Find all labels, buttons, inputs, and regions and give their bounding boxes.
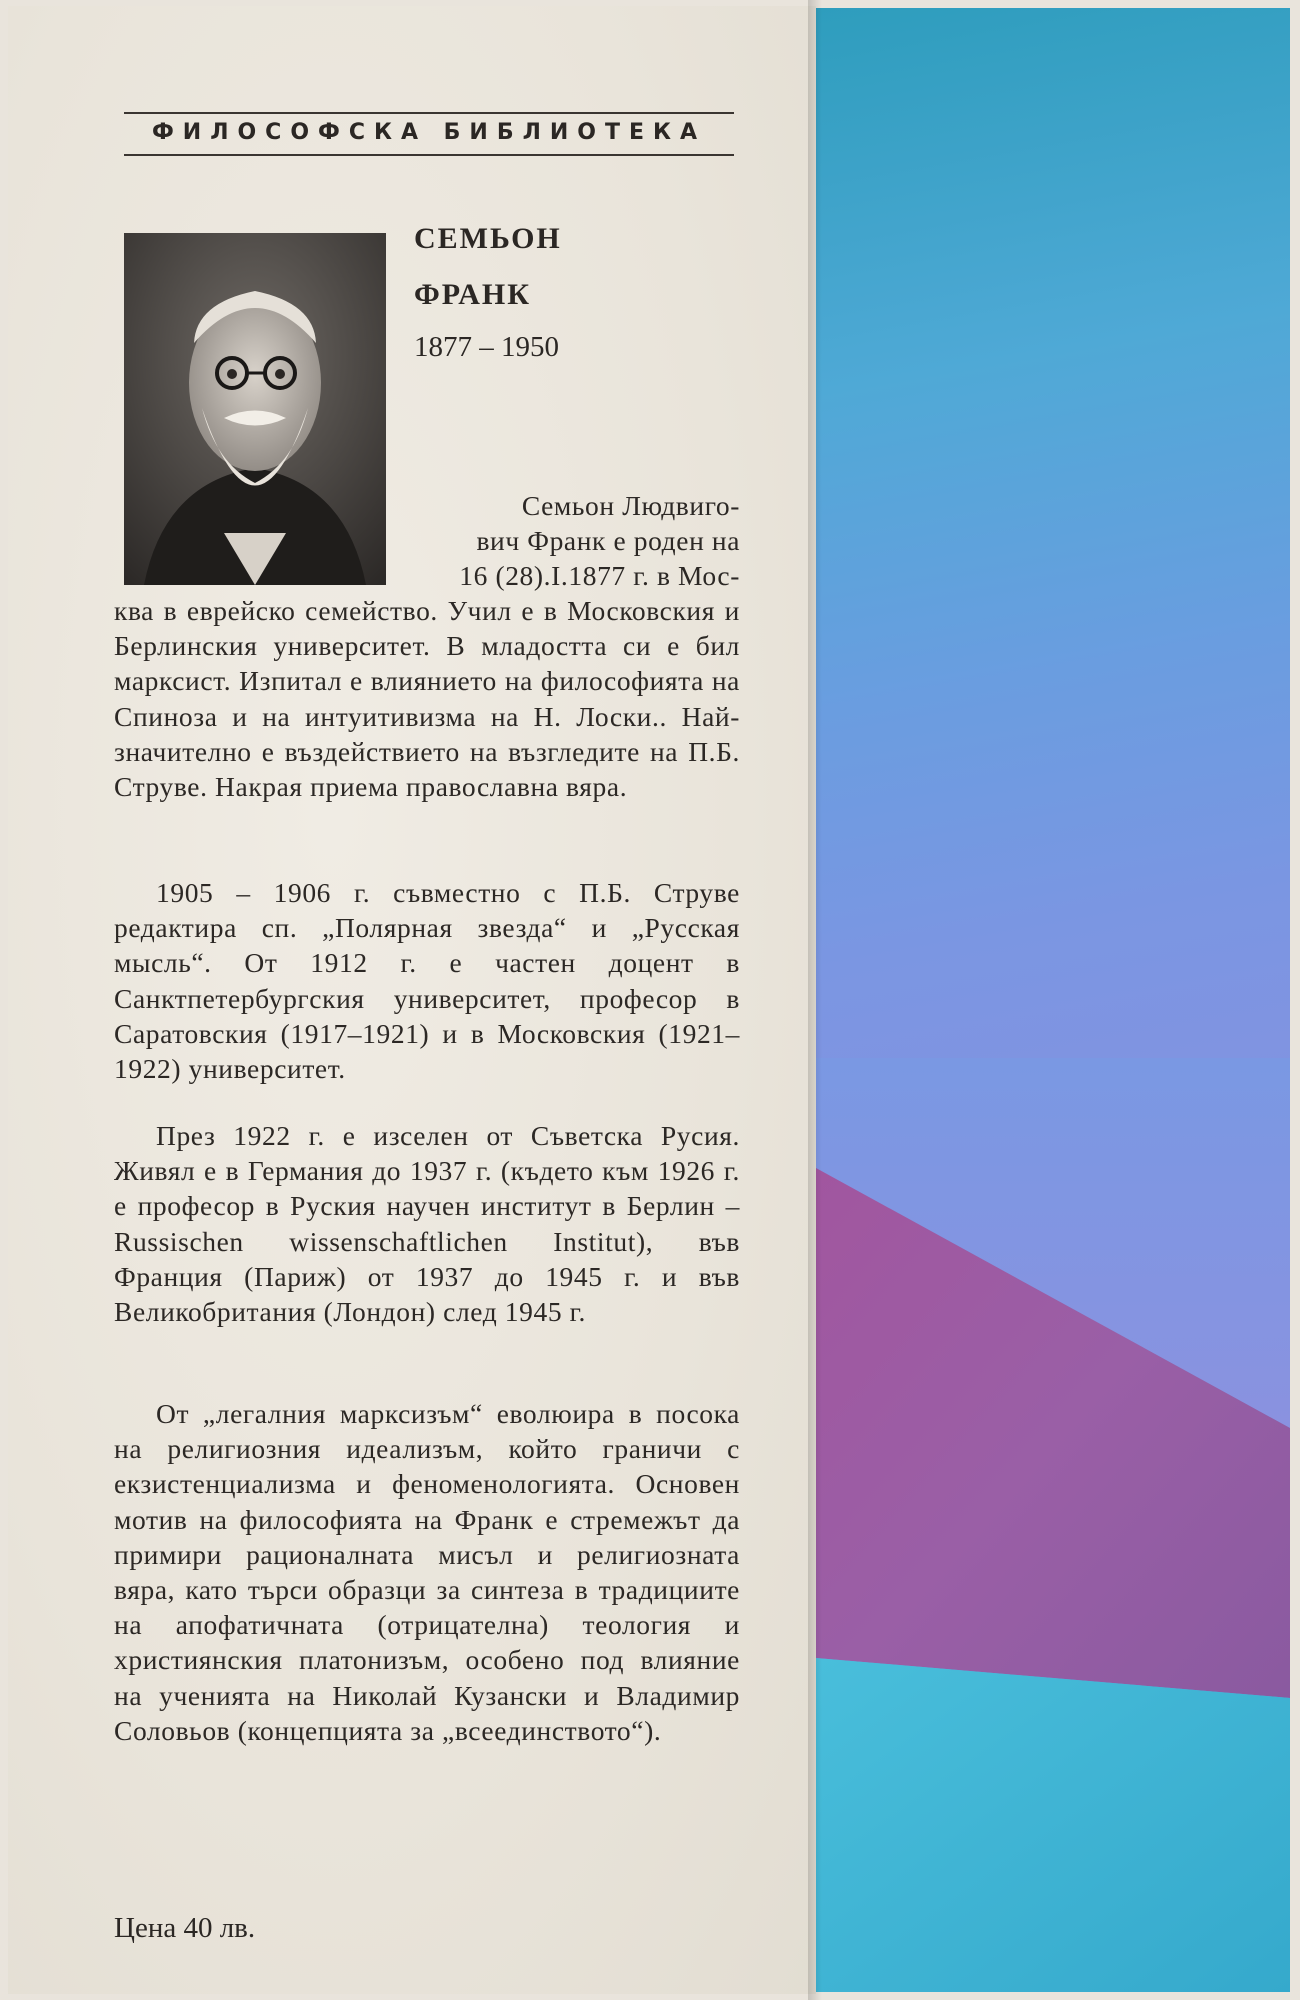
author-portrait (124, 233, 386, 585)
series-rule-bottom (124, 154, 734, 156)
color-bands-graphic (816, 8, 1290, 1992)
abstract-color-panel (816, 8, 1290, 1992)
author-years: 1877 – 1950 (414, 331, 559, 363)
bio-paragraph-2 (114, 875, 740, 1086)
author-first-name: СЕМЬОН (414, 222, 562, 255)
author-last-name: ФРАНК (414, 278, 532, 311)
cyan-band (816, 1658, 1290, 1992)
bio-paragraph-4 (114, 1396, 740, 1748)
bio-line-2 (414, 523, 740, 558)
bio-line-2-text: вич Франк е роден на (476, 525, 740, 556)
bio-paragraph-3-text: През 1922 г. е изселен от Съветска Русия. Живял е в Германия до 1937 г. (където към 1926 г. е професор в Руския научен институт в Берлин – Russischen wissenschaftlichen Institut), във Франция (Париж) от 1937 до 1945 г. и във Великобритания (Лондон) след 1945 г. (114, 1120, 740, 1328)
bio-paragraph-4-text: От „легалния марксизъм“ еволюира в посока на религиозния идеализъм, който граничи с екзистенциализма и феноменологията. Основен мотив на философията на Франк е стремежът да примири рационалната мисъл и религиозната вяра, като търси образци за синтеза в традициите на апофатичната (отрицателна) теология и християнския платонизъм, особено под влияние на ученията на Николай Кузански и Владимир Соловьов (концепцията за „всеединството“). (114, 1398, 740, 1746)
series-rule-top (124, 112, 734, 114)
bio-paragraph-1 (114, 593, 740, 804)
bio-line-3-text: 16 (28).I.1877 г. в Мос- (459, 560, 740, 591)
bio-line-1-text: Семьон Людвиго- (521, 490, 740, 521)
bio-line-1 (414, 488, 740, 523)
bio-paragraph-2-text: 1905 – 1906 г. съвместно с П.Б. Струве редактира сп. „Полярная звезда“ и „Русская мысль“. От 1912 г. е частен доцент в Санктпетербургския университет, професор в Саратовския (1917–1921) и в Московския (1921–1922) университет. (114, 877, 740, 1085)
price-label: Цена 40 лв. (114, 1912, 256, 1944)
spine-shadow (808, 0, 822, 2000)
portrait-image (124, 233, 386, 585)
bio-line-3 (414, 558, 740, 593)
bio-paragraph-3 (114, 1118, 740, 1329)
series-title: ФИЛОСОФСКА БИБЛИОТЕКА (151, 120, 707, 145)
bio-paragraph-1-text: ква в еврейско семейство. Учил е в Московския и Берлинския университет. В младостта си е бил марксист. Изпитал е влиянието на философията на Спиноза и на интуитивизма на Н. Лоски.. Най-значително е въздействието на възгледите на П.Б. Струве. Накрая приема православна вяра. (114, 595, 740, 803)
